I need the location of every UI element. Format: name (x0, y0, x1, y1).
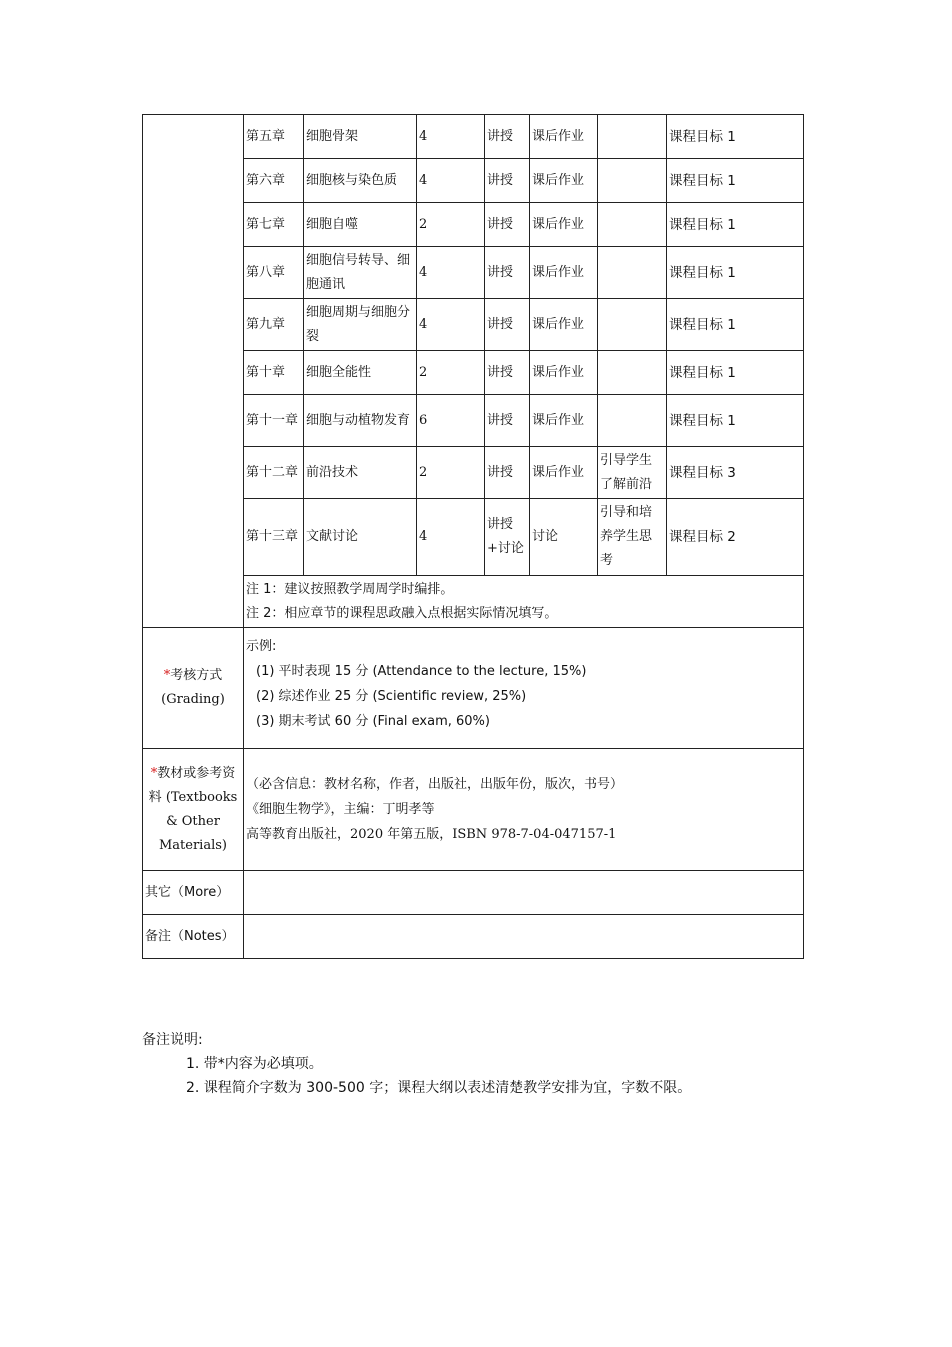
homework-cell: 课后作业 (530, 395, 598, 447)
target-cell: 课程目标 2 (667, 499, 804, 576)
textbooks-label-cn: 教材或参考资料 (148, 765, 236, 805)
grading-content (244, 628, 804, 749)
homework-cell: 课后作业 (530, 203, 598, 247)
title-cell: 细胞全能性 (304, 351, 417, 395)
chapter-cell: 第十一章 (244, 395, 304, 447)
chapter-cell: 第七章 (244, 203, 304, 247)
ideology-cell (598, 203, 667, 247)
target-cell: 课程目标 1 (667, 203, 804, 247)
ideology-cell: 引导学生了解前沿 (598, 447, 667, 499)
hours-cell: 4 (417, 159, 485, 203)
ideology-cell: 引导和培养学生思考 (598, 499, 667, 576)
target-cell: 课程目标 1 (667, 247, 804, 299)
syllabus-table (142, 114, 804, 959)
hours-cell: 2 (417, 203, 485, 247)
method-cell: 讲授 (485, 299, 530, 351)
grading-item: (3) 期末考试 60 分 (Final exam, 60%) (256, 714, 490, 729)
ideology-cell (598, 299, 667, 351)
textbooks-row (143, 749, 804, 871)
ideology-cell (598, 159, 667, 203)
ideology-cell (598, 395, 667, 447)
chapter-cell: 第十三章 (244, 499, 304, 576)
table-row (143, 115, 804, 159)
more-value (244, 871, 804, 915)
title-cell: 细胞周期与细胞分裂 (304, 299, 417, 351)
homework-cell: 课后作业 (530, 115, 598, 159)
homework-cell: 课后作业 (530, 159, 598, 203)
hours-cell: 4 (417, 247, 485, 299)
hours-cell: 2 (417, 447, 485, 499)
title-cell: 前沿技术 (304, 447, 417, 499)
target-cell: 课程目标 3 (667, 447, 804, 499)
grading-item: (1) 平时表现 15 分 (Attendance to the lecture, 15%) (256, 664, 587, 679)
notes-label: 备注（Notes） (143, 915, 244, 959)
footer-title: 备注说明: (142, 1032, 203, 1048)
hours-cell: 6 (417, 395, 485, 447)
title-cell: 细胞核与染色质 (304, 159, 417, 203)
footer-notes (142, 1028, 691, 1100)
footer-item: 1. 带*内容为必填项。 (186, 1056, 323, 1072)
target-cell: 课程目标 1 (667, 351, 804, 395)
footer-item: 2. 课程简介字数为 300-500 字；课程大纲以表述清楚教学安排为宜，字数不限。 (186, 1080, 692, 1096)
chapter-cell: 第九章 (244, 299, 304, 351)
grading-intro: 示例: (246, 639, 277, 654)
target-cell: 课程目标 1 (667, 159, 804, 203)
merged-label-cell (143, 115, 244, 628)
method-cell: 讲授+讨论 (485, 499, 530, 576)
table-note-1: 注 1：建议按照教学周周学时编排。 (246, 581, 454, 597)
title-cell: 细胞与动植物发育 (304, 395, 417, 447)
grading-label-en: (Grading) (161, 692, 225, 707)
ideology-cell (598, 351, 667, 395)
target-cell: 课程目标 1 (667, 115, 804, 159)
homework-cell: 课后作业 (530, 447, 598, 499)
table-note-2: 注 2：相应章节的课程思政融入点根据实际情况填写。 (246, 605, 558, 621)
grading-row (143, 628, 804, 749)
grading-label-cn: 考核方式 (170, 668, 223, 683)
required-star: * (163, 668, 171, 683)
notes-row (143, 915, 804, 959)
homework-cell: 课后作业 (530, 247, 598, 299)
textbook-title: 《细胞生物学》，主编：丁明孝等 (246, 802, 435, 817)
method-cell: 讲授 (485, 115, 530, 159)
textbook-publisher: 高等教育出版社，2020 年第五版，ISBN 978-7-04-047157-1 (246, 827, 617, 842)
chapter-cell: 第八章 (244, 247, 304, 299)
table-notes-cell (244, 576, 804, 628)
method-cell: 讲授 (485, 159, 530, 203)
method-cell: 讲授 (485, 247, 530, 299)
chapter-cell: 第十章 (244, 351, 304, 395)
method-cell: 讲授 (485, 395, 530, 447)
target-cell: 课程目标 1 (667, 395, 804, 447)
chapter-cell: 第五章 (244, 115, 304, 159)
method-cell: 讲授 (485, 351, 530, 395)
grading-item: (2) 综述作业 25 分 (Scientific review, 25%) (256, 689, 527, 704)
homework-cell: 讨论 (530, 499, 598, 576)
title-cell: 细胞自噬 (304, 203, 417, 247)
required-info: （必含信息：教材名称，作者，出版社，出版年份，版次，书号） (246, 777, 624, 792)
title-cell: 文献讨论 (304, 499, 417, 576)
title-cell: 细胞骨架 (304, 115, 417, 159)
more-label: 其它（More） (143, 871, 244, 915)
hours-cell: 4 (417, 499, 485, 576)
ideology-cell (598, 247, 667, 299)
hours-cell: 2 (417, 351, 485, 395)
more-row (143, 871, 804, 915)
homework-cell: 课后作业 (530, 351, 598, 395)
notes-value (244, 915, 804, 959)
homework-cell: 课后作业 (530, 299, 598, 351)
chapter-cell: 第十二章 (244, 447, 304, 499)
chapter-cell: 第六章 (244, 159, 304, 203)
textbooks-label (143, 749, 244, 871)
title-cell: 细胞信号转导、细胞通讯 (304, 247, 417, 299)
hours-cell: 4 (417, 299, 485, 351)
required-star: * (150, 765, 158, 781)
method-cell: 讲授 (485, 447, 530, 499)
method-cell: 讲授 (485, 203, 530, 247)
target-cell: 课程目标 1 (667, 299, 804, 351)
hours-cell: 4 (417, 115, 485, 159)
ideology-cell (598, 115, 667, 159)
textbooks-content (244, 749, 804, 871)
grading-label (143, 628, 244, 749)
textbooks-label-en: (Textbooks & Other Materials) (158, 789, 238, 853)
